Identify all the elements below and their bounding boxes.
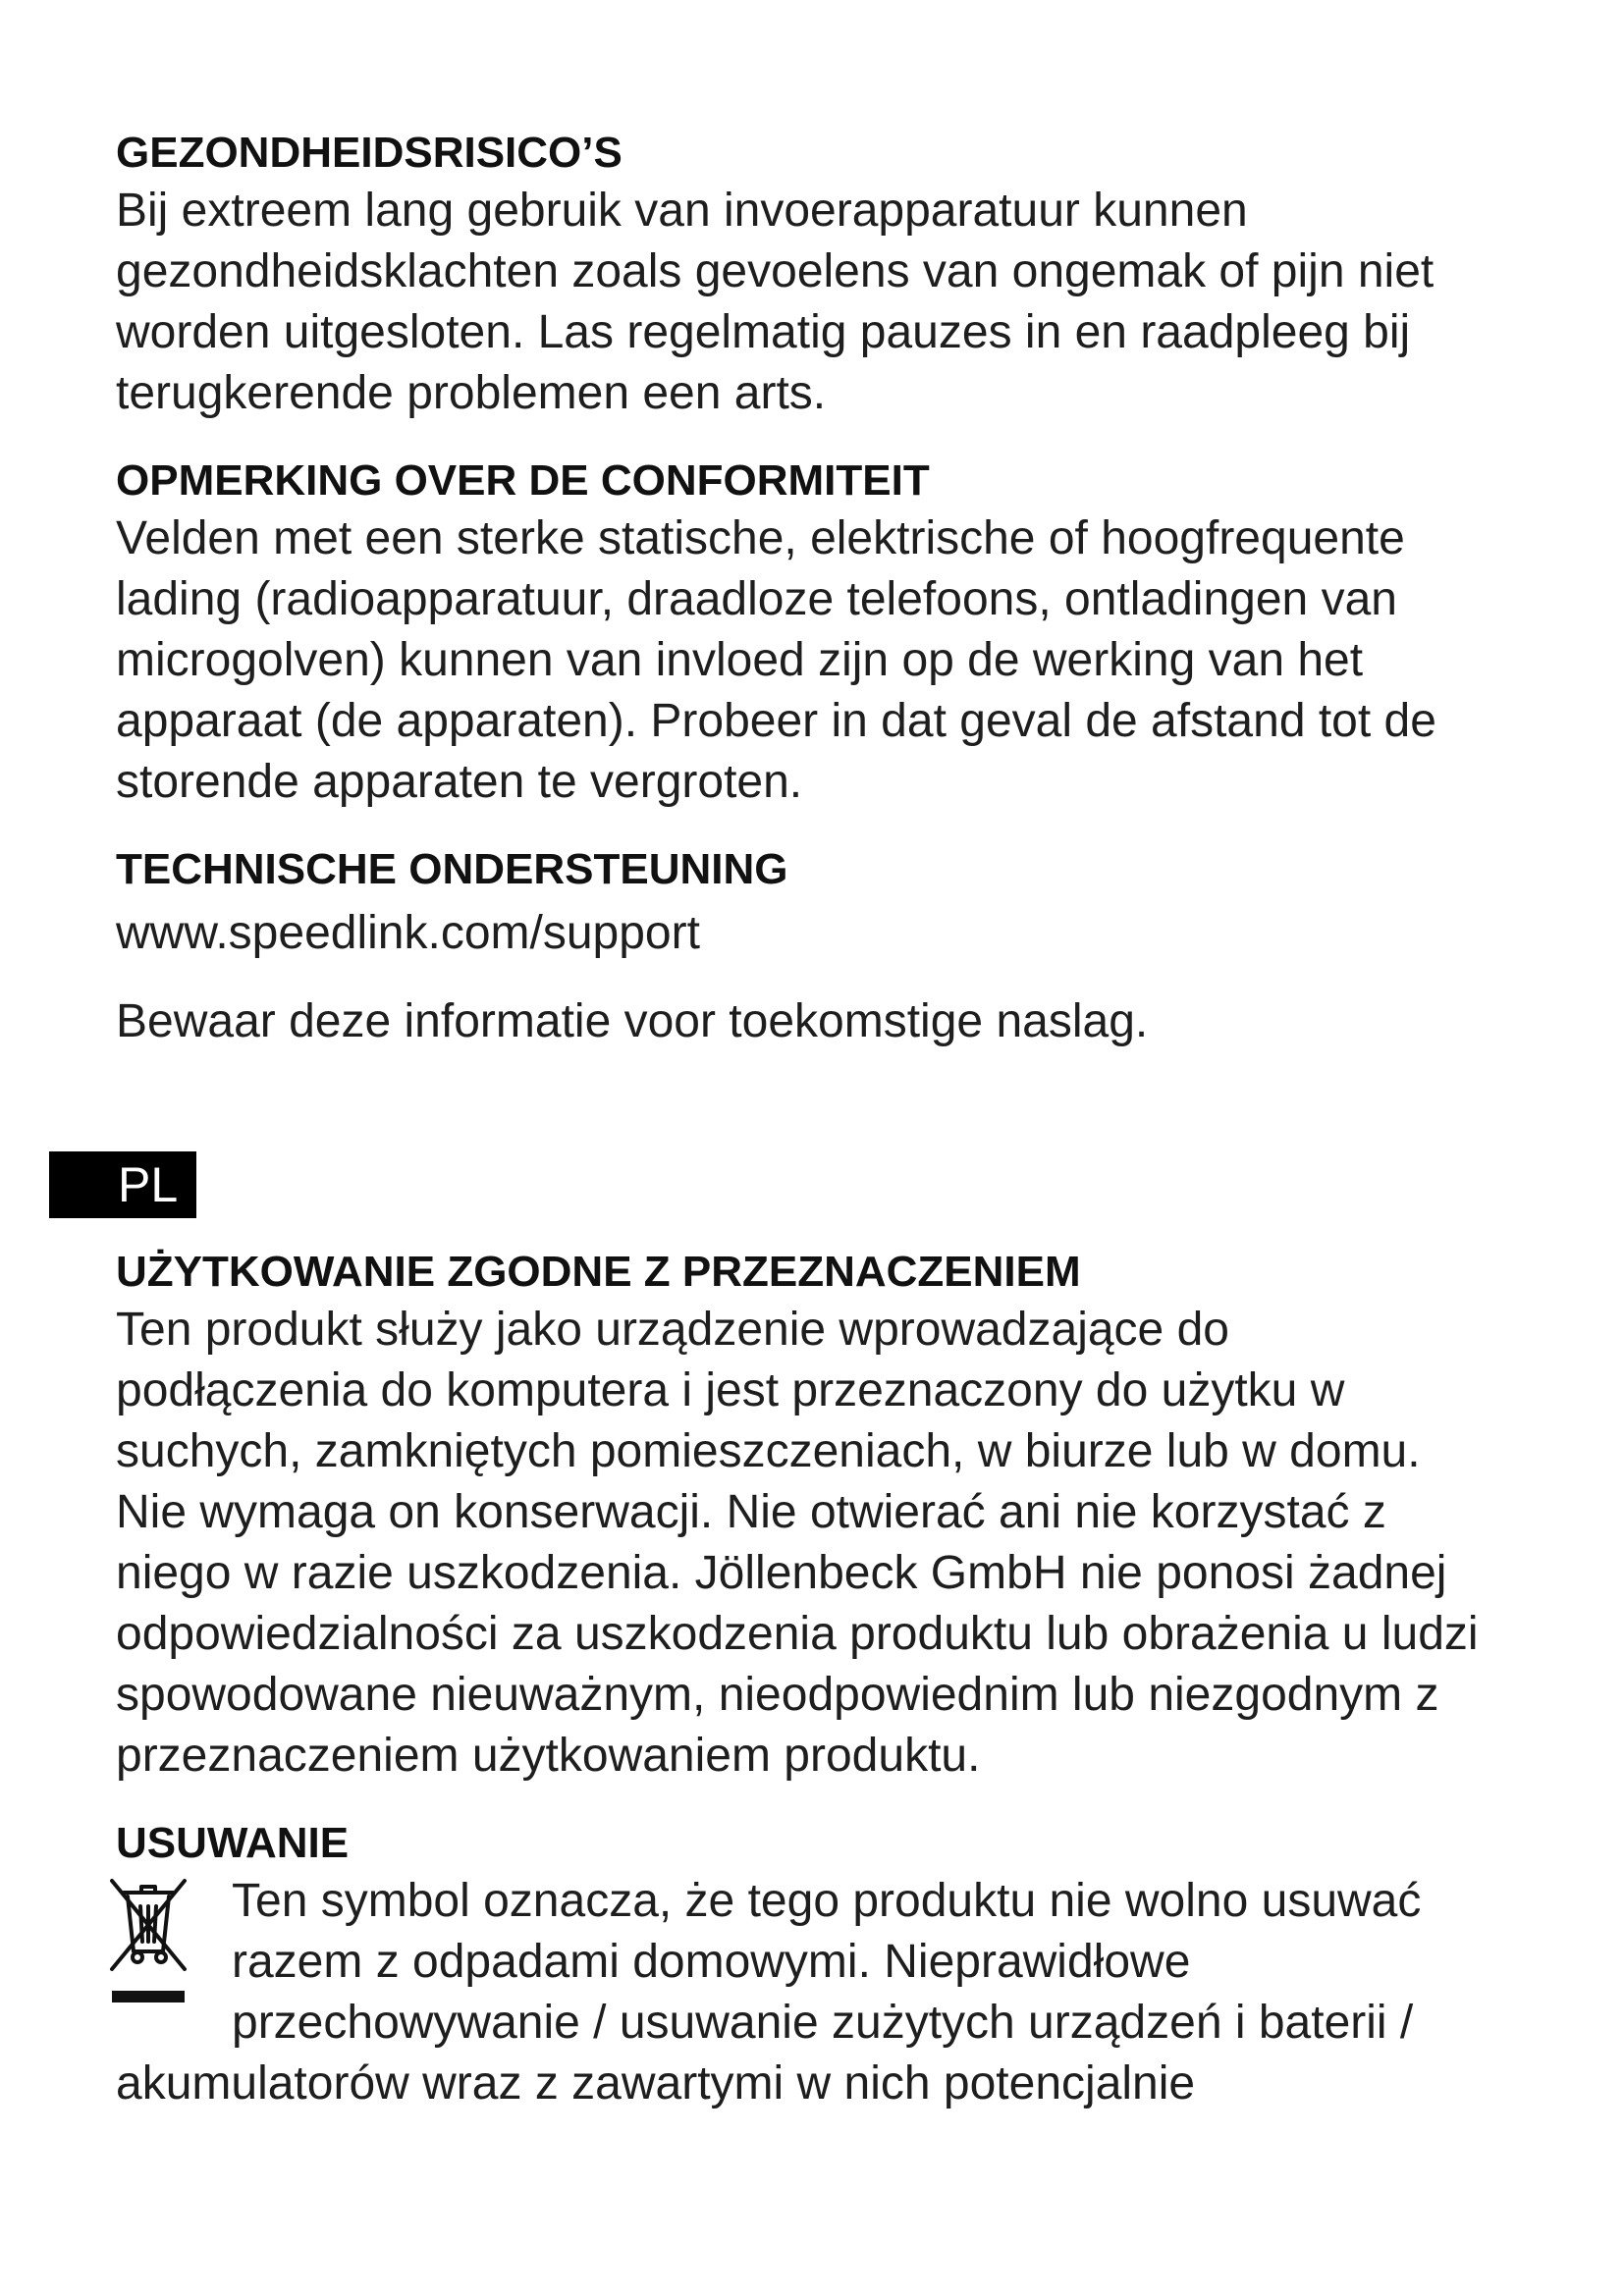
intended-use-text-line: przeznaczeniem użytkowaniem produktu. <box>116 1730 981 1782</box>
intended-use-text-line: Nie wymaga on konserwacji. Nie otwierać ani nie korzystać z <box>116 1486 1386 1538</box>
intended-use-text-line: niego w razie uszkodzenia. Jöllenbeck GmbH nie ponosi żadnej <box>116 1547 1447 1599</box>
health-risks-heading: GEZONDHEIDSRISICO’S <box>116 129 623 177</box>
language-badge-pl: PL <box>49 1151 196 1218</box>
disposal-symbol-row <box>116 1871 1569 2054</box>
disposal-text-line: Ten symbol oznacza, że tego produktu nie wolno usuwać <box>232 1875 1422 1927</box>
conformity-text-line: Velden met een sterke statische, elektrische of hoogfrequente <box>116 512 1405 564</box>
disposal-heading: USUWANIE <box>116 1819 350 1867</box>
support-section <box>116 842 1530 1052</box>
intended-use-heading: UŻYTKOWANIE ZGODNE Z PRZEZNACZENIEM <box>116 1248 1081 1296</box>
pl-section <box>116 1245 1569 2144</box>
health-text-line: gezondheidsklachten zoals gevoelens van ongemak of pijn niet <box>116 245 1435 297</box>
intended-use-text-line: Ten produkt służy jako urządzenie wprowadzające do <box>116 1304 1229 1356</box>
support-heading: TECHNISCHE ONDERSTEUNING <box>116 845 788 893</box>
intended-use-section <box>116 1245 1569 1787</box>
health-text-line: Bij extreem lang gebruik van invoerapparatuur kunnen <box>116 185 1248 237</box>
intended-use-text-line: spowodowane nieuważnym, nieodpowiednim lub niezgodnym z <box>116 1669 1439 1721</box>
support-url: www.speedlink.com/support <box>116 907 700 959</box>
health-text-line: terugkerende problemen een arts. <box>116 367 827 419</box>
disposal-text-line: akumulatorów wraz z zawartymi w nich potencjalnie <box>116 2057 1196 2109</box>
conformity-text-line: lading (radioapparatuur, draadloze telefoons, ontladingen van <box>116 573 1397 625</box>
conformity-section <box>116 454 1530 813</box>
disposal-text-line: razem z odpadami domowymi. Nieprawidłowe <box>232 1936 1191 1988</box>
intended-use-text-line: suchych, zamkniętych pomieszczeniach, w biurze lub w domu. <box>116 1425 1421 1477</box>
nl-section <box>116 126 1530 1082</box>
crossed-out-wheelie-bin-icon <box>108 1875 187 2022</box>
keep-info-note: Bewaar deze informatie voor toekomstige naslag. <box>116 995 1149 1047</box>
intended-use-text-line: podłączenia do komputera i jest przeznaczony do użytku w <box>116 1364 1345 1416</box>
conformity-text-line: microgolven) kunnen van invloed zijn op de werking van het <box>116 634 1364 686</box>
conformity-text-line: storende apparaten te vergroten. <box>116 756 803 808</box>
conformity-heading: OPMERKING OVER DE CONFORMITEIT <box>116 456 930 505</box>
intended-use-text-line: odpowiedzialności za uszkodzenia produktu lub obrażenia u ludzi <box>116 1608 1479 1660</box>
health-text-line: worden uitgesloten. Las regelmatig pauzes in en raadpleeg bij <box>116 306 1411 358</box>
health-risks-section <box>116 126 1530 424</box>
disposal-section <box>116 1816 1569 2114</box>
conformity-text-line: apparaat (de apparaten). Probeer in dat geval de afstand tot de <box>116 695 1436 747</box>
disposal-text-line: przechowywanie / usuwanie zużytych urządzeń i baterii / <box>232 1997 1414 2049</box>
